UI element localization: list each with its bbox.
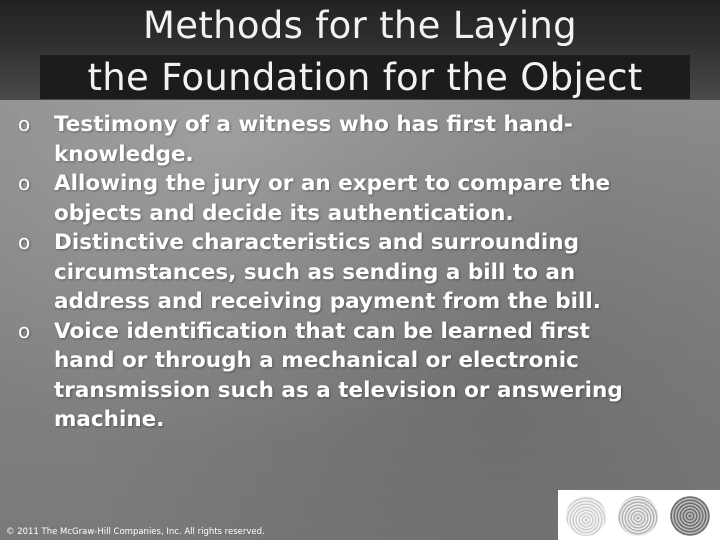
bullet-line: Voice identification that can be learned first	[54, 318, 590, 344]
title-line-1: Methods for the Laying	[143, 4, 577, 47]
bullet-line: machine.	[54, 407, 165, 432]
bullet-line: hand or through a mechanical or electronic	[54, 348, 579, 373]
bullet-marker-icon: o	[18, 230, 31, 254]
bullet-list	[18, 110, 708, 435]
bullet-line: Allowing the jury or an expert to compare the	[54, 171, 611, 196]
bullet-line: objects and decide its authentication.	[54, 200, 514, 226]
bullet-item	[18, 110, 708, 169]
fingerprint-icon	[566, 496, 606, 536]
bullet-item	[18, 228, 708, 317]
fingerprint-icon	[670, 496, 710, 536]
bullet-line: Distinctive characteristics and surrounding	[54, 230, 579, 255]
bullet-marker-icon: o	[18, 112, 31, 136]
slide-title	[0, 0, 720, 104]
bullet-line: Testimony of a witness who has first hand-	[54, 112, 573, 137]
fingerprint-icon	[618, 496, 658, 536]
bullet-line: address and receiving payment from the bill.	[54, 289, 601, 314]
bullet-line: knowledge.	[54, 141, 194, 167]
bullet-marker-icon: o	[18, 171, 31, 195]
bullet-line: circumstances, such as sending a bill to an	[54, 259, 576, 285]
bullet-item	[18, 169, 708, 228]
bullet-marker-icon: o	[18, 318, 31, 343]
bullet-line: transmission such as a television or answering	[54, 377, 623, 403]
title-line-2: the Foundation for the Object	[87, 56, 643, 99]
copyright-footer: © 2011 The McGraw-Hill Companies, Inc. All rights reserved.	[6, 527, 265, 537]
fingerprint-strip	[558, 490, 720, 540]
bullet-item	[18, 317, 708, 435]
